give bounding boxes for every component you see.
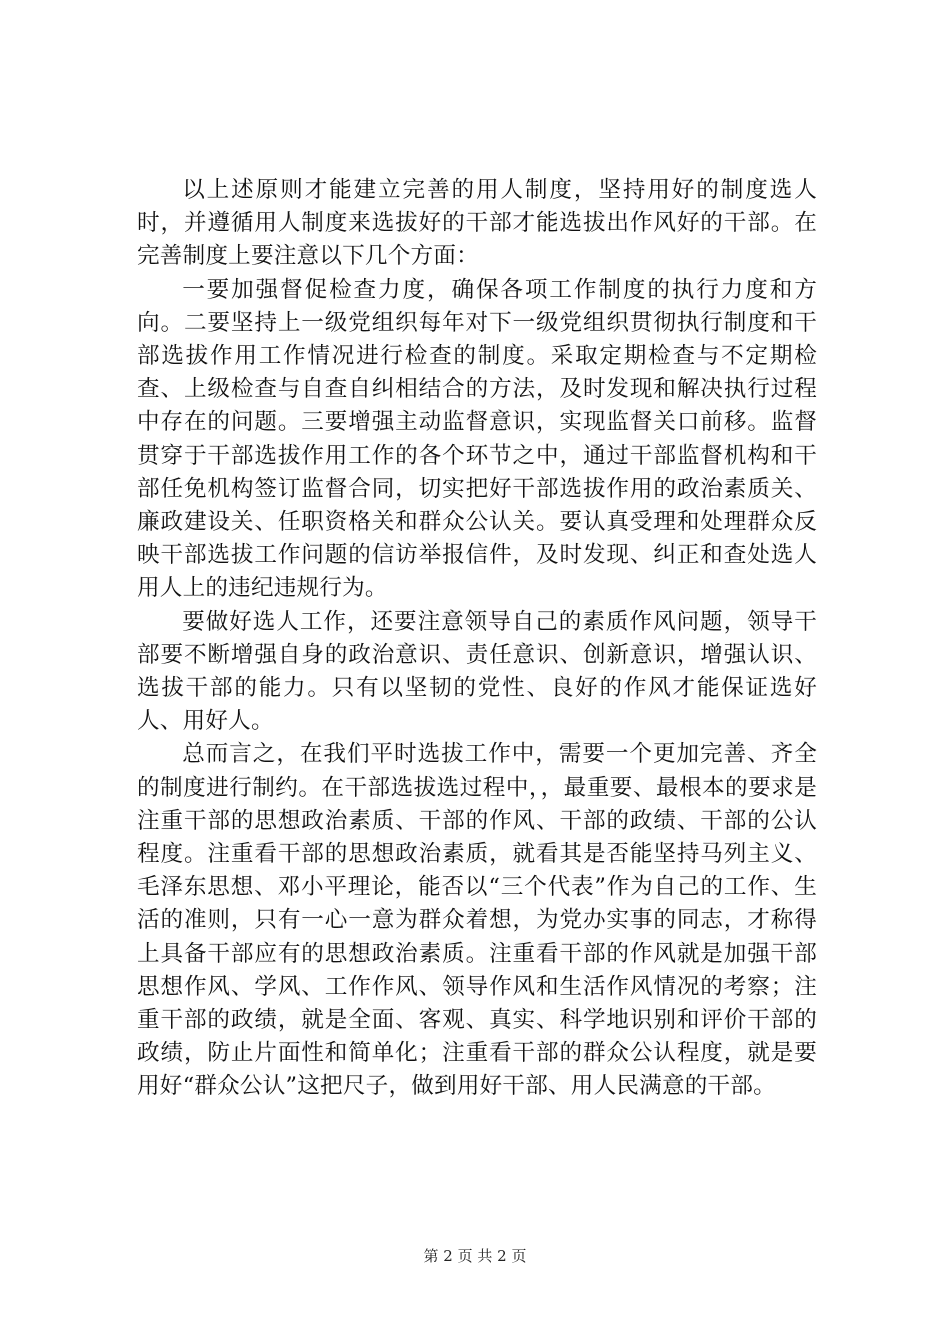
paragraph-3: 要做好选人工作，还要注意领导自己的素质作风问题，领导干部要不断增强自身的政治意识、责任意识、创新意识，增强认识、选拔干部的能力。只有以坚韧的党性、良好的作风才能保证选好人、用好人。	[137, 608, 817, 735]
paragraph-4: 总而言之，在我们平时选拔工作中，需要一个更加完善、齐全的制度进行制约。在干部选拔选过程中，，最重要、最根本的要求是注重干部的思想政治素质、干部的作风、干部的政绩、干部的公认程度。注重看干部的思想政治素质，就看其是否能坚持马列主义、毛泽东思想、邓小平理论，能否以“三个代表”作为自己的工作、生活的准则，只有一心一意为群众着想，为党办实事的同志，才称得上具备干部应有的思想政治素质。注重看干部的作风就是加强干部思想作风、学风、工作作风、领导作风和生活作风情况的考察；注重干部的政绩，就是全面、客观、真实、科学地识别和评价干部的政绩，防止片面性和简单化；注重看干部的群众公认程度，就是要用好“群众公认”这把尺子，做到用好干部、用人民满意的干部。	[137, 741, 817, 1100]
paragraph-1: 以上述原则才能建立完善的用人制度，坚持用好的制度选人时，并遵循用人制度来选拔好的干部才能选拔出作风好的干部。在完善制度上要注意以下几个方面：	[137, 177, 817, 270]
paragraph-2: 一要加强督促检查力度，确保各项工作制度的执行力度和方向。二要坚持上一级党组织每年对下一级党组织贯彻执行制度和干部选拔作用工作情况进行检查的制度。采取定期检查与不定期检查、上级检查与自查自纠相结合的方法，及时发现和解决执行过程中存在的问题。三要增强主动监督意识，实现监督关口前移。监督贯穿于干部选拔作用工作的各个环节之中，通过干部监督机构和干部任免机构签订监督合同，切实把好干部选拔作用的政治素质关、廉政建设关、任职资格关和群众公认关。要认真受理和处理群众反映干部选拔工作问题的信访举报信件，及时发现、纠正和查处选人用人上的违纪违规行为。	[137, 276, 817, 602]
page-footer: 第 2 页 共 2 页	[423, 1247, 527, 1265]
document-body	[137, 174, 817, 1104]
